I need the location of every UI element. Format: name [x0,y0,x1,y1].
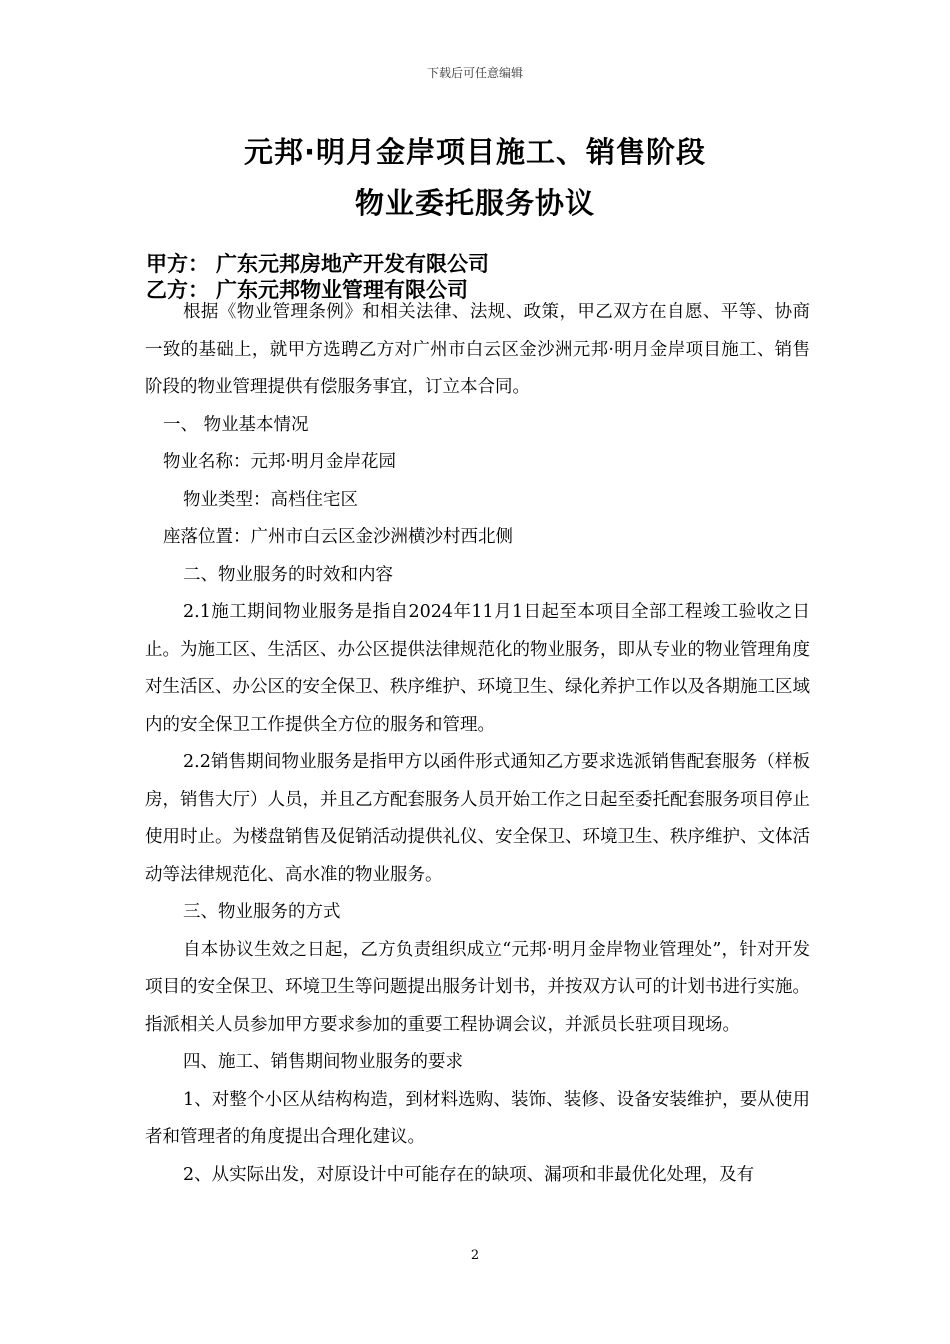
property-name: 物业名称：元邦·明月金岸花园 [163,452,397,472]
party-b-name: 广东元邦物业管理有限公司 [216,278,468,302]
document-title-line2: 物业委托服务协议 [354,186,595,220]
clause-2-2: 2.2销售期间物业服务是指甲方以函件形式通知乙方要求选派销售配套服务（样板房，销售大厅）人员，并且乙方配套服务人员开始工作之日起至委托配套服务项目停止使用时止。为楼盘销售及促销活动提供礼仪、安全保卫、环境卫生、秩序维护、文体活动等法律规范化、高水准的物业服务。 [145,752,810,885]
agreement-body [145,294,810,1194]
intro-paragraph: 根据《物业管理条例》和相关法律、法规、政策，甲乙双方在自愿、平等、协商一致的基础上，就甲方选聘乙方对广州市白云区金沙洲元邦·明月金岸项目施工、销售阶段的物业管理提供有偿服务事宜，订立本合同。 [145,302,810,397]
section-3-body: 自本协议生效之日起，乙方负责组织成立“元邦·明月金岸物业管理处”，针对开发项目的安全保卫、环境卫生等问题提出服务计划书，并按双方认可的计划书进行实施。指派相关人员参加甲方要求参加的重要工程协调会议，并派员长驻项目现场。 [145,939,810,1035]
clause-2-1: 2.1施工期间物业服务是指自2024年11月1日起至本项目全部工程竣工验收之日止。为施工区、生活区、办公区提供法律规范化的物业服务，即从专业的物业管理角度对生活区、办公区的安全保卫、秩序维护、环境卫生、绿化养护工作以及各期施工区域内的安全保卫工作提供全方位的服务和管理。 [145,602,810,735]
clause-4-2: 2、从实际出发，对原设计中可能存在的缺项、漏项和非最优化处理，及有 [183,1164,755,1185]
section-3-heading: 三、物业服务的方式 [183,902,341,922]
clause-4-1: 1、对整个小区从结构构造，到材料选购、装饰、装修、设备安装维护，要从使用者和管理者的角度提出合理化建议。 [145,1089,810,1147]
section-1-heading: 一、 物业基本情况 [163,414,309,435]
property-type: 物业类型：高档住宅区 [183,489,358,510]
page-header-note: 下载后可任意编辑 [426,66,523,80]
section-4-heading: 四、施工、销售期间物业服务的要求 [183,1052,463,1072]
party-b-label: 乙方： [146,278,209,302]
page-number: 2 [470,1248,480,1263]
party-a-name: 广东元邦房地产开发有限公司 [216,252,489,276]
document-title-line1: 元邦·明月金岸项目施工、销售阶段 [243,135,707,169]
section-2-heading: 二、物业服务的时效和内容 [183,564,393,585]
party-a-label: 甲方： [146,252,209,276]
property-location: 座落位置：广州市白云区金沙洲横沙村西北侧 [163,527,513,547]
